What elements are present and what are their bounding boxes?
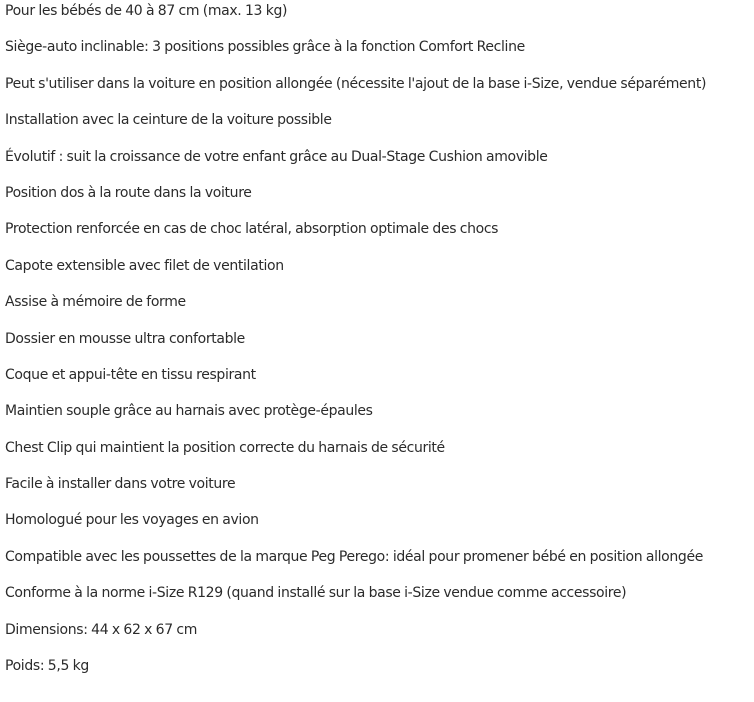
feature-item: Siège-auto inclinable: 3 positions possibles grâce à la fonction Comfort Recline: [5, 39, 525, 56]
feature-item: Dossier en mousse ultra confortable: [5, 330, 245, 347]
feature-item: Poids: 5,5 kg: [5, 658, 89, 675]
feature-item: Dimensions: 44 x 62 x 67 cm: [5, 621, 198, 638]
feature-item: Assise à mémoire de forme: [5, 294, 186, 311]
feature-item: Chest Clip qui maintient la position correcte du harnais de sécurité: [5, 439, 445, 456]
feature-item: Facile à installer dans votre voiture: [5, 476, 236, 493]
feature-item: Coque et appui-tête en tissu respirant: [5, 366, 256, 383]
feature-item: Conforme à la norme i-Size R129 (quand installé sur la base i-Size vendue comme accessoire): [5, 585, 627, 602]
feature-list: [5, 1, 754, 692]
feature-item: Peut s'utiliser dans la voiture en position allongée (nécessite l'ajout de la base i-Size, vendue séparément): [5, 75, 707, 92]
feature-item: Protection renforcée en cas de choc latéral, absorption optimale des chocs: [5, 221, 499, 238]
feature-item: Installation avec la ceinture de la voiture possible: [5, 112, 332, 129]
feature-item: Capote extensible avec filet de ventilation: [5, 257, 284, 274]
feature-item: Maintien souple grâce au harnais avec protège-épaules: [5, 403, 373, 420]
feature-item: Évolutif : suit la croissance de votre enfant grâce au Dual-Stage Cushion amovible: [5, 148, 548, 165]
feature-item: Position dos à la route dans la voiture: [5, 184, 252, 201]
feature-item: Homologué pour les voyages en avion: [5, 512, 259, 529]
feature-item: Pour les bébés de 40 à 87 cm (max. 13 kg): [5, 3, 288, 19]
feature-item: Compatible avec les poussettes de la marque Peg Perego: idéal pour promener bébé en position allongée: [5, 548, 703, 565]
